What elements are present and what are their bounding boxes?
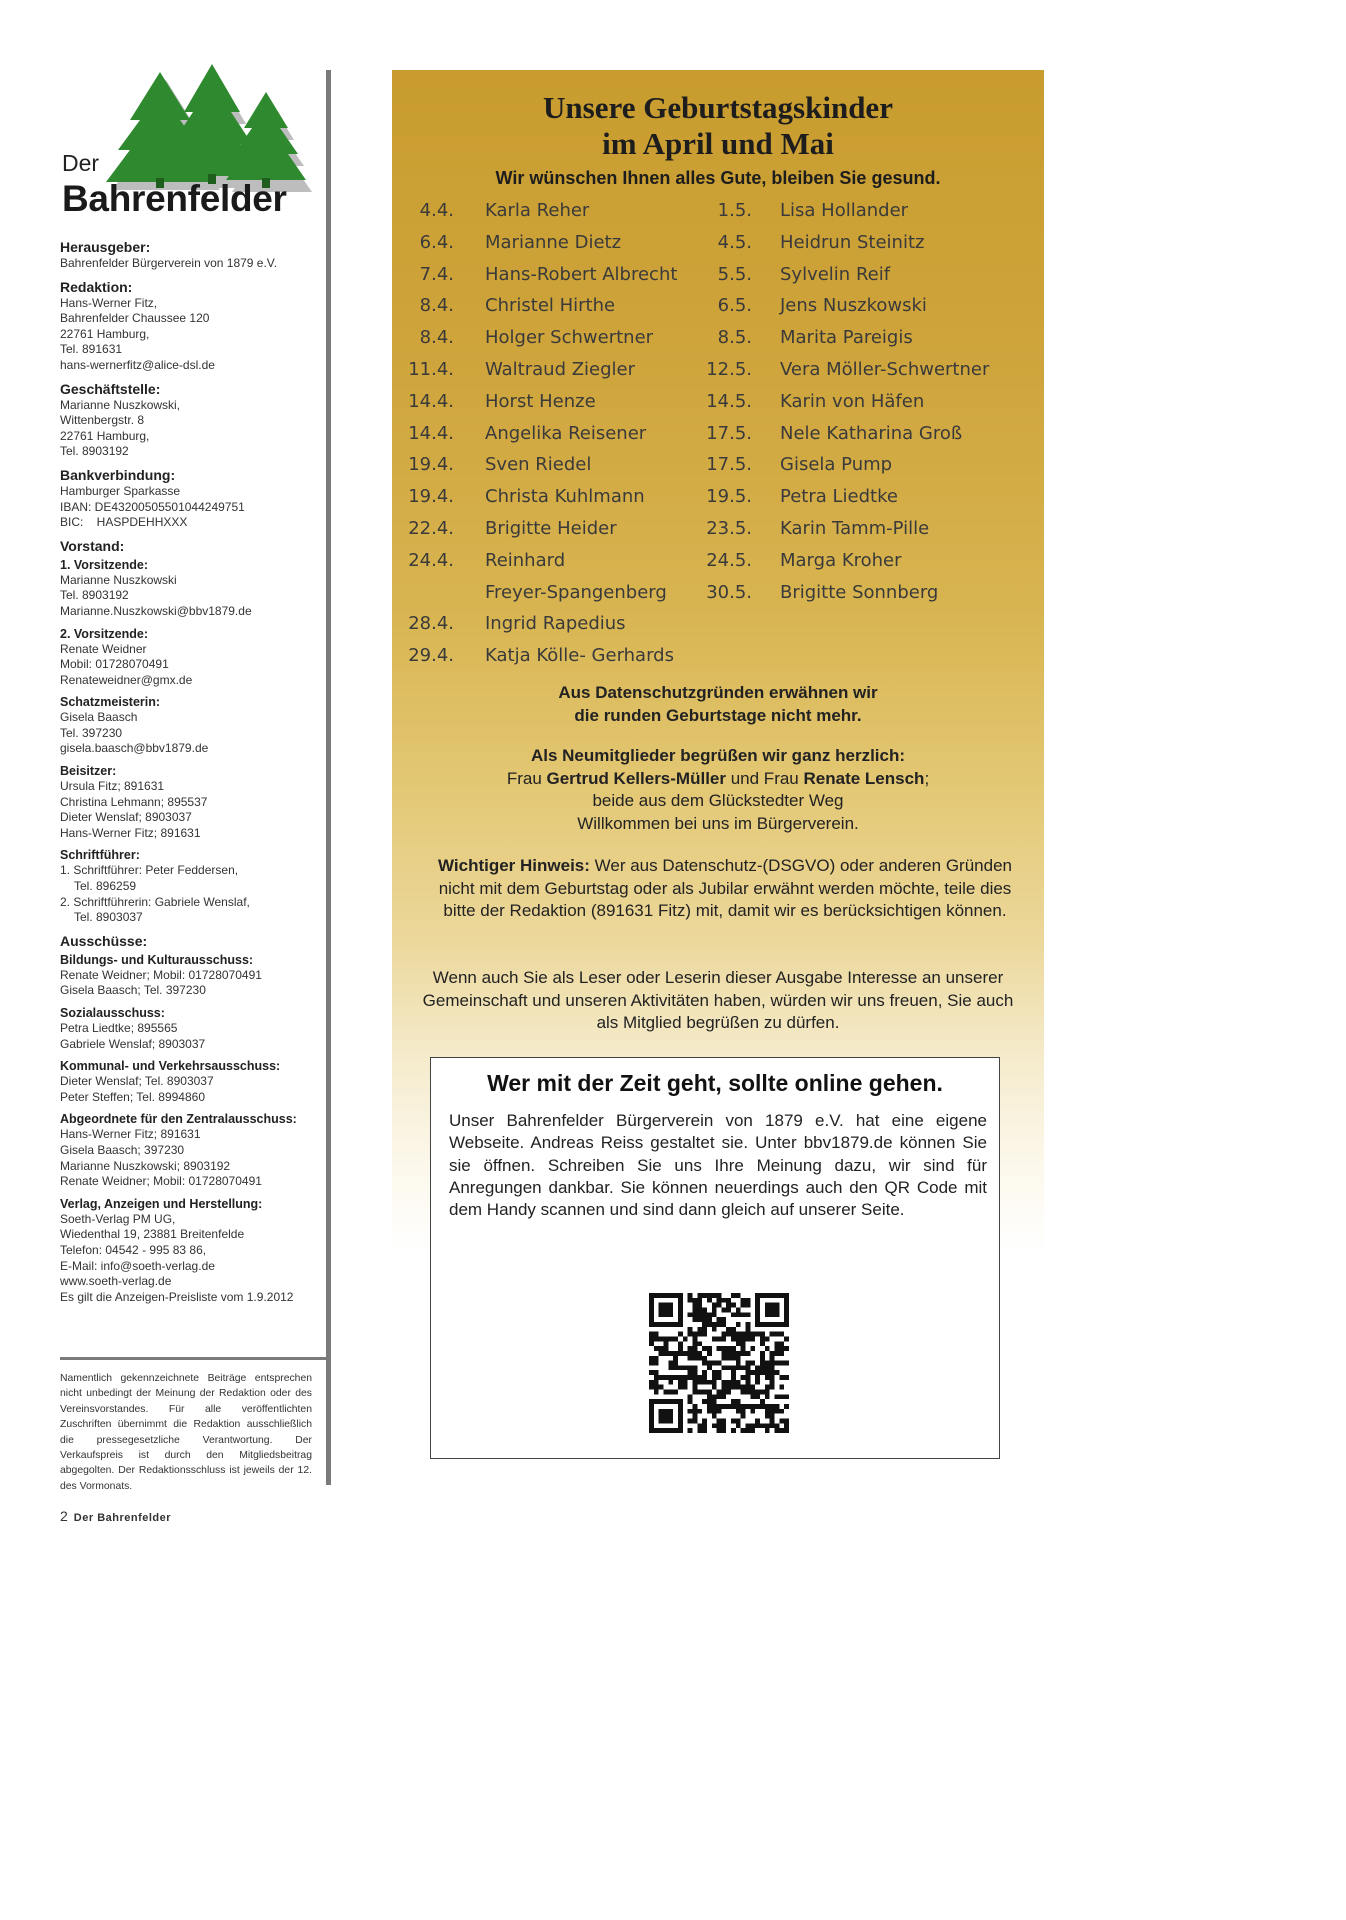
verlag-website: www.soeth-verlag.de [60,1274,172,1289]
birthday-name: Nele Katharina Groß [780,422,963,444]
birthday-date: 17.5. [706,454,752,476]
bildung-line: Renate Weidner; Mobil: 01728070491 [60,967,262,982]
birthday-name: Freyer-Spangenberg [485,581,667,603]
new-members-line: beide aus dem Glückstedter Weg [592,791,844,810]
vorsitz2-heading: 2. Vorsitzende: [60,626,148,641]
birthday-name: Holger Schwertner [485,327,654,349]
redaktion-line: Tel. 891631 [60,342,123,357]
verlag-line: Wiedenthal 19, 23881 Breitenfelde [60,1227,245,1242]
redaktion-heading: Redaktion: [60,278,133,295]
birthday-name: Marianne Dietz [485,231,622,253]
birthday-name: Christa Kuhlmann [485,486,645,508]
verlag-line: Soeth-Verlag PM UG, [60,1211,176,1226]
kommunal-line: Dieter Wenslaf; Tel. 8903037 [60,1074,214,1089]
redaktion-line: 22761 Hamburg, [60,326,150,341]
vorsitz1-heading: 1. Vorsitzende: [60,557,148,572]
text-fragment: ; [924,768,930,788]
verlag-pricelist: Es gilt die Anzeigen-Preisliste vom 1.9.2012 [60,1289,294,1304]
birthday-name: Heidrun Steinitz [780,231,925,253]
privacy-notice [392,681,1044,727]
bank-line: Hamburger Sparkasse [60,483,181,498]
imprint-vorsitz1 [60,557,322,620]
membership-invitation: Wenn auch Sie als Leser oder Leserin dieser Ausgabe Interesse an unserer Gemeinschaft und unseren Aktivitäten haben, würden wir uns freuen, Sie auch als Mitglied begrüßen zu dürfen. [422,968,1014,1032]
kommunal-heading: Kommunal- und Verkehrsausschuss: [60,1059,281,1074]
birthday-date: 4.5. [717,231,752,253]
new-member-name: Gertrud Kellers-Müller [546,768,726,788]
page-number: 2 [60,1508,68,1524]
birthday-name: Ingrid Rapedius [485,613,626,635]
herausgeber-heading: Herausgeber: [60,239,151,255]
birthday-date: 28.4. [408,613,454,635]
geschaeftsstelle-line: 22761 Hamburg, [60,428,150,443]
new-member-name: Renate Lensch [803,768,925,788]
schatz-heading: Schatzmeisterin: [60,695,161,710]
birthday-name: Hans-Robert Albrecht [485,263,678,285]
beisitzer-line: Dieter Wenslaf; 8903037 [60,810,192,825]
birthday-name: Lisa Hollander [780,200,909,221]
vorsitz2-line: Renate Weidner [60,641,147,656]
imprint-beisitzer [60,763,322,841]
birthday-date: 8.5. [717,327,752,349]
imprint-divider [60,1357,326,1360]
schatz-email: gisela.baasch@bbv1879.de [60,741,209,756]
birthday-name: Karin von Häfen [780,390,925,412]
birthday-date: 17.5. [706,422,752,444]
bank-iban: IBAN: DE43200505501044249751 [60,499,245,514]
new-members [392,745,1044,835]
bank-heading: Bankverbindung: [60,466,176,483]
imprint-herausgeber [60,238,322,272]
geschaeftsstelle-line: Tel. 8903192 [60,444,129,459]
text-fragment: Frau [506,768,547,788]
birthday-date: 14.4. [408,390,454,412]
schriftfuehrer-line: Tel. 896259 [74,879,137,894]
birthday-date: 29.4. [408,645,454,667]
panel-title-line: im April und Mai [602,126,834,161]
birthday-date: 14.4. [408,422,454,444]
imprint-geschaeftsstelle [60,380,322,460]
kommunal-line: Peter Steffen; Tel. 8994860 [60,1089,206,1104]
panel-title [392,90,1044,162]
logo-title: Bahrenfelder [62,178,287,219]
birthday-name: Katja Kölle- Gerhards [485,645,674,667]
disclaimer: Namentlich gekennzeichnete Beiträge entsprechen nicht unbedingt der Meinung der Redaktion oder des Vereinsvorstandes. Für alle veröffentlichten Zuschriften übernimmt die Redaktion ausschließlich die pressegesetzliche Verantwortung. Der Verkaufspreis ist durch den Mitgliedsbeitrag abgegolten. Der Redaktionsschluss ist jeweils der 12. des Vormonats. [60,1373,312,1492]
birthday-name: Christel Hirthe [485,295,616,317]
birthday-name: Marita Pareigis [780,327,913,349]
birthday-name: Sylvelin Reif [780,263,891,285]
birthday-date: 14.5. [706,390,752,412]
vorstand-heading: Vorstand: [60,537,125,554]
schriftfuehrer-line: Tel. 8903037 [74,910,143,925]
geschaeftsstelle-line: Marianne Nuszkowski, [60,397,181,412]
ausschuesse-heading: Ausschüsse: [60,932,148,949]
hint-label: Wichtiger Hinweis: [438,856,590,875]
footer-publication-name: Der Bahrenfelder [73,1512,172,1524]
imprint-bildung [60,952,322,999]
verlag-email: E-Mail: info@soeth-verlag.de [60,1258,215,1273]
birthday-name: Sven Riedel [485,454,592,476]
hint-text: Wer aus Datenschutz-(DSGVO) oder anderen Gründen nicht mit dem Geburtstag oder als Jubilar erwähnt werden möchte, teile dies bitte der Redaktion (891631 Fitz) mit, damit wir es berücksichtigen können. [438,856,1012,920]
vorsitz2-email: Renateweidner@gmx.de [60,672,193,687]
birthday-name: Vera Möller-Schwertner [780,359,990,380]
birthday-date: 8.4. [419,295,454,317]
verlag-phone: Telefon: 04542 - 995 83 86, [60,1242,207,1257]
imprint-bank [60,466,322,531]
vorsitz1-email: Marianne.Nuszkowski@bbv1879.de [60,603,252,618]
schriftfuehrer-line: 1. Schriftführer: Peter Feddersen, [60,863,239,878]
beisitzer-heading: Beisitzer: [60,764,117,779]
redaktion-email: hans-wernerfitz@alice-dsl.de [60,357,215,372]
sozial-heading: Sozialausschuss: [60,1006,165,1020]
imprint-abgeordnete [60,1111,322,1189]
vorsitz2-line: Mobil: 01728070491 [60,657,169,672]
birthday-date: 11.4. [408,359,454,380]
geschaeftsstelle-line: Wittenbergstr. 8 [60,413,145,428]
panel-title-line: Unsere Geburtstagskinder [543,90,893,125]
sozial-line: Petra Liedtke; 895565 [60,1021,178,1035]
imprint-kommunal [60,1058,322,1105]
birthday-name: Marga Kroher [780,549,902,571]
verlag-heading: Verlag, Anzeigen und Herstellung: [60,1196,263,1211]
birthday-date: 24.5. [706,549,752,571]
schriftfuehrer-heading: Schriftführer: [60,848,140,863]
birthday-name: Waltraud Ziegler [485,359,636,380]
birthday-name: Gisela Pump [780,454,893,476]
schatz-line: Gisela Baasch [60,710,138,725]
bildung-heading: Bildungs- und Kulturausschuss: [60,952,254,967]
schatz-line: Tel. 397230 [60,725,123,740]
birthday-name: Petra Liedtke [780,486,898,508]
online-box-text: Unser Bahrenfelder Bürgerverein von 1879 e.V. hat eine eigene Webseite. Andreas Reiss gestaltet sie. Unter bbv1879.de können Sie sie öffnen. Schreiben Sie uns Ihre Meinung dazu, wir sind für Anregungen dankbar. Sie können neuerdings auch den QR Code mit dem Handy scannen und sind dann gleich auf unserer Seite. [449,1111,987,1220]
masthead-logo [60,60,322,225]
birthday-date: 19.4. [408,486,454,508]
vorsitz1-line: Marianne Nuszkowski [60,572,177,587]
imprint-schriftfuehrer [60,847,322,925]
imprint-redaktion [60,278,322,374]
birthday-date: 7.4. [419,263,454,285]
beisitzer-line: Christina Lehmann; 895537 [60,794,208,809]
abgeordnete-heading: Abgeordnete für den Zentralausschuss: [60,1112,297,1127]
birthday-date: 8.4. [419,327,454,349]
online-info-box [430,1057,1000,1459]
logo-der: Der [62,150,100,176]
imprint-schatz [60,694,322,757]
birthday-date: 19.5. [706,486,752,508]
imprint-vorsitz2 [60,626,322,689]
birthday-name: Karla Reher [485,200,590,221]
online-box-title: Wer mit der Zeit geht, sollte online gehen. [487,1070,943,1096]
birthday-date: 6.4. [419,231,454,253]
vorsitz1-line: Tel. 8903192 [60,588,129,603]
herausgeber-line: Bahrenfelder Bürgerverein von 1879 e.V. [60,256,278,270]
new-members-names [392,768,1044,791]
important-hint [430,855,1020,923]
sozial-line: Gabriele Wenslaf; 8903037 [60,1036,206,1051]
abgeordnete-line: Renate Weidner; Mobil: 01728070491 [60,1174,262,1189]
schriftfuehrer-line: 2. Schriftführerin: Gabriele Wenslaf, [60,894,250,909]
bildung-line: Gisela Baasch; Tel. 397230 [60,983,206,998]
birthday-name: Horst Henze [485,390,596,412]
imprint-verlag [60,1196,322,1306]
privacy-notice-line: die runden Geburtstage nicht mehr. [574,706,862,725]
birthday-name: Brigitte Heider [485,518,617,539]
birthday-name: Angelika Reisener [485,422,647,444]
birthday-date: 24.4. [408,549,454,571]
privacy-notice-line: Aus Datenschutzgründen erwähnen wir [558,683,878,702]
beisitzer-line: Hans-Werner Fitz; 891631 [60,825,201,840]
new-members-heading: Als Neumitglieder begrüßen wir ganz herzlich: [530,746,906,765]
redaktion-line: Hans-Werner Fitz, [60,295,158,310]
birthday-date: 30.5. [706,581,752,603]
abgeordnete-line: Hans-Werner Fitz; 891631 [60,1127,201,1142]
birthday-date: 22.4. [408,518,454,539]
birthday-date: 4.4. [419,200,454,221]
redaktion-line: Bahrenfelder Chaussee 120 [60,311,210,326]
qr-code-icon[interactable] [649,1293,789,1433]
column-divider [326,70,331,1485]
birthday-name: Brigitte Sonnberg [780,581,939,603]
text-fragment: und Frau [726,768,804,788]
birthday-panel [392,70,1044,1478]
abgeordnete-line: Gisela Baasch; 397230 [60,1142,185,1157]
birthday-name: Reinhard [485,549,566,571]
birthday-name: Jens Nuszkowski [780,295,927,317]
panel-subtitle: Wir wünschen Ihnen alles Gute, bleiben Sie gesund. [495,168,941,188]
birthday-date: 1.5. [717,200,752,221]
beisitzer-line: Ursula Fitz; 891631 [60,779,165,794]
birthday-date: 12.5. [706,359,752,380]
bank-bic: BIC: HASPDEHHXXX [60,515,188,530]
birthday-date: 5.5. [717,263,752,285]
abgeordnete-line: Marianne Nuszkowski; 8903192 [60,1158,231,1173]
geschaeftsstelle-heading: Geschäftstelle: [60,380,161,397]
birthday-date: 6.5. [717,295,752,317]
birthday-name: Karin Tamm-Pille [780,518,930,539]
page-footer [60,1508,171,1524]
new-members-line: Willkommen bei uns im Bürgerverein. [577,813,859,833]
birthday-date: 23.5. [706,518,752,539]
birthday-date: 19.4. [408,454,454,476]
imprint-sozial [60,1005,322,1052]
imprint [60,238,322,1311]
